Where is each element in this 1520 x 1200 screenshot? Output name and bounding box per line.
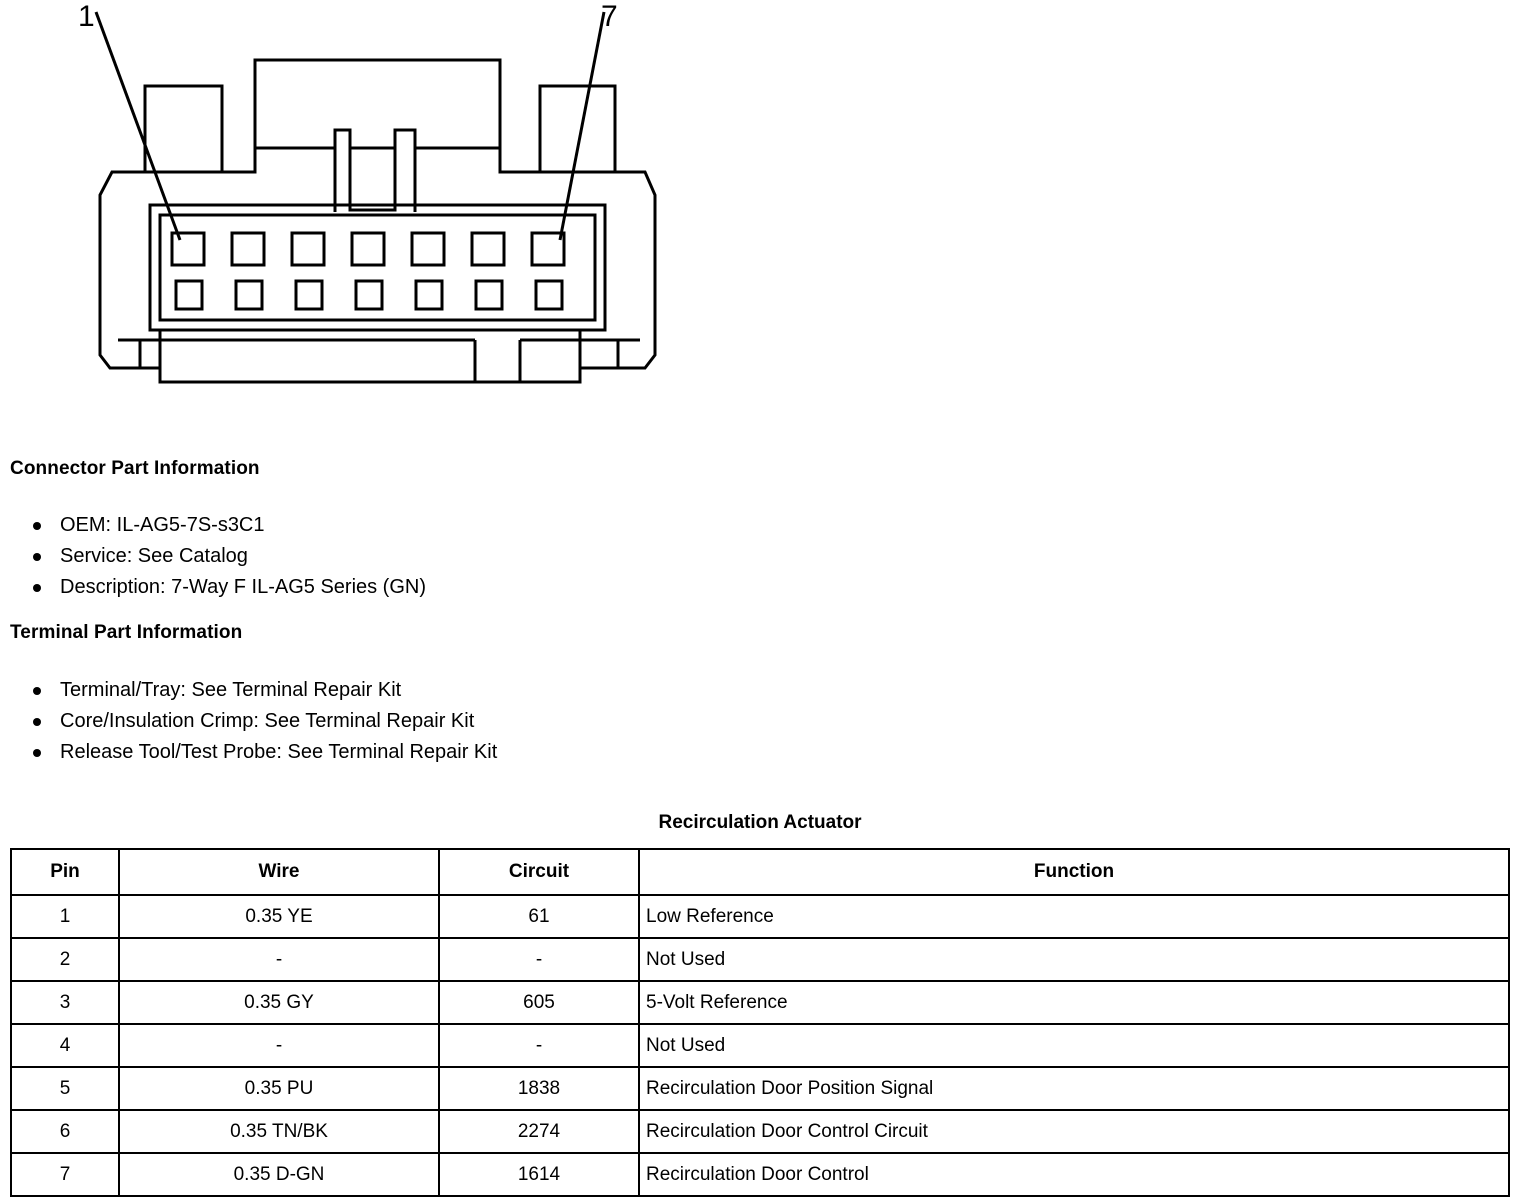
- connector-diagram: [0, 0, 700, 430]
- list-item-text: Core/Insulation Crimp: See Terminal Repair Kit: [60, 710, 475, 732]
- list-item: [28, 572, 426, 603]
- cell-function: Low Reference: [639, 895, 1509, 938]
- bullet-icon: [33, 749, 41, 757]
- bullet-icon: [33, 687, 41, 695]
- table-row: [11, 1024, 1509, 1067]
- list-item-text: Release Tool/Test Probe: See Terminal Repair Kit: [60, 741, 498, 763]
- callout-label-pin-1: 1: [78, 0, 95, 33]
- cell-pin: 7: [11, 1153, 119, 1196]
- bullet-icon: [33, 718, 41, 726]
- cell-function: Not Used: [639, 938, 1509, 981]
- pin-table-title: Recirculation Actuator: [658, 812, 862, 833]
- cell-wire: 0.35 PU: [119, 1067, 439, 1110]
- cell-function: Not Used: [639, 1024, 1509, 1067]
- cell-function: Recirculation Door Control: [639, 1153, 1509, 1196]
- connector-part-information-heading: Connector Part Information: [10, 458, 260, 479]
- table-row: [11, 1067, 1509, 1110]
- list-item: [28, 737, 497, 768]
- cell-circuit: -: [439, 938, 639, 981]
- cell-circuit: 2274: [439, 1110, 639, 1153]
- terminal-part-information-list: [28, 675, 497, 768]
- pin-table: [10, 848, 1510, 1197]
- column-header-pin: Pin: [11, 849, 119, 895]
- cell-circuit: 1614: [439, 1153, 639, 1196]
- table-header-row: [11, 849, 1509, 895]
- cell-pin: 1: [11, 895, 119, 938]
- cell-circuit: 1838: [439, 1067, 639, 1110]
- list-item-text: Description: 7-Way F IL-AG5 Series (GN): [60, 576, 427, 598]
- cell-wire: 0.35 D-GN: [119, 1153, 439, 1196]
- list-item-text: OEM: IL-AG5-7S-s3C1: [60, 514, 265, 536]
- table-row: [11, 1110, 1509, 1153]
- pin-table-container: [10, 848, 1508, 1197]
- cell-pin: 5: [11, 1067, 119, 1110]
- column-header-function: Function: [639, 849, 1509, 895]
- cell-wire: -: [119, 1024, 439, 1067]
- table-row: [11, 1153, 1509, 1196]
- cell-function: 5-Volt Reference: [639, 981, 1509, 1024]
- cell-circuit: 605: [439, 981, 639, 1024]
- cell-pin: 2: [11, 938, 119, 981]
- list-item: [28, 675, 497, 706]
- bullet-icon: [33, 584, 41, 592]
- cell-function: Recirculation Door Position Signal: [639, 1067, 1509, 1110]
- cell-wire: 0.35 GY: [119, 981, 439, 1024]
- cell-pin: 6: [11, 1110, 119, 1153]
- column-header-wire: Wire: [119, 849, 439, 895]
- list-item-text: Service: See Catalog: [60, 545, 248, 567]
- list-item: [28, 510, 426, 541]
- list-item-text: Terminal/Tray: See Terminal Repair Kit: [60, 679, 402, 701]
- bullet-icon: [33, 553, 41, 561]
- cell-wire: 0.35 YE: [119, 895, 439, 938]
- cell-function: Recirculation Door Control Circuit: [639, 1110, 1509, 1153]
- connector-part-information-list: [28, 510, 426, 603]
- cell-circuit: -: [439, 1024, 639, 1067]
- cell-wire: -: [119, 938, 439, 981]
- terminal-part-information-heading: Terminal Part Information: [10, 622, 243, 643]
- table-row: [11, 938, 1509, 981]
- table-row: [11, 895, 1509, 938]
- table-row: [11, 981, 1509, 1024]
- list-item: [28, 706, 497, 737]
- callout-label-pin-7: 7: [601, 0, 618, 33]
- connector-drawing-svg: [0, 0, 700, 430]
- cell-wire: 0.35 TN/BK: [119, 1110, 439, 1153]
- bullet-icon: [33, 522, 41, 530]
- column-header-circuit: Circuit: [439, 849, 639, 895]
- list-item: [28, 541, 426, 572]
- cell-circuit: 61: [439, 895, 639, 938]
- cell-pin: 3: [11, 981, 119, 1024]
- cell-pin: 4: [11, 1024, 119, 1067]
